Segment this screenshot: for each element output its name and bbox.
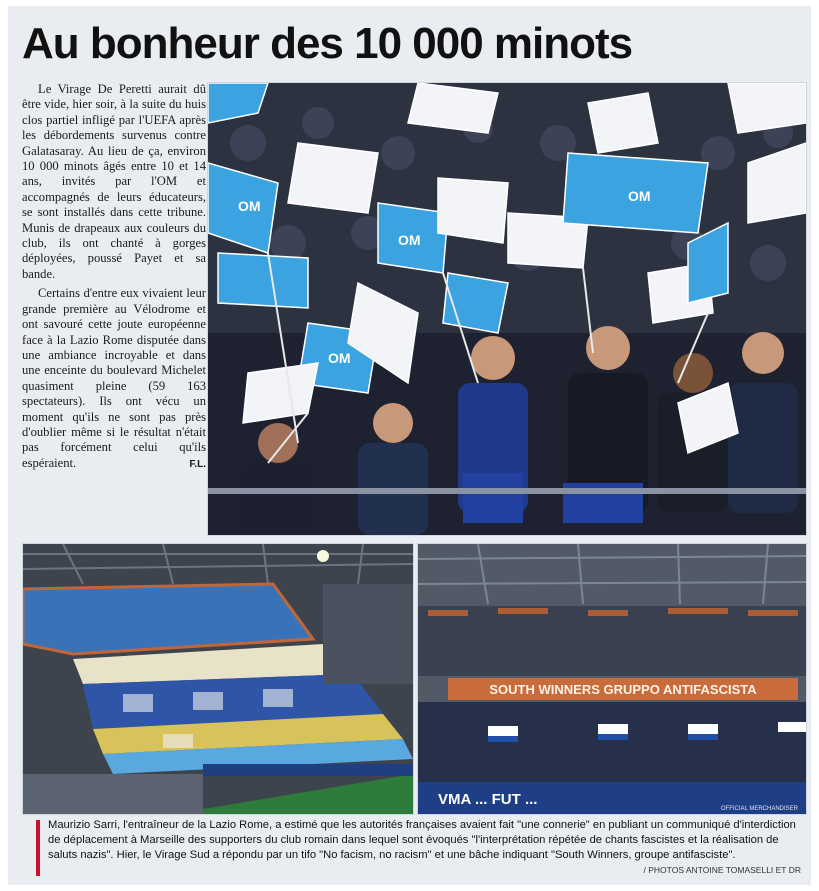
photo-credit: / PHOTOS ANTOINE TOMASELLI ET DR xyxy=(643,865,801,875)
svg-text:OM: OM xyxy=(328,350,351,366)
article-body xyxy=(22,82,206,534)
photo-caption: Maurizio Sarri, l'entraîneur de la Lazio Rome, a estimé que les autorités françaises avaient fait "une connerie" en publiant un communiqué d'interdiction de déplacement à Marseille des supporters du club romain dans lequel sont évoqués "l'interprétation répétée de chants fascistes et la réalisation de saluts nazis". Hier, le Virage Sud a répondu par un tifo "No facism, no racism" et une bâche indiquant "South Winners, groupe antifasciste". xyxy=(48,819,796,861)
photo-banner-illustration xyxy=(418,544,806,814)
headline: Au bonheur des 10 000 minots xyxy=(22,19,633,68)
svg-text:OM: OM xyxy=(398,232,421,248)
svg-text:OM: OM xyxy=(628,188,651,204)
caption-accent-bar xyxy=(36,820,40,876)
article-paragraph-2: Certains d'entre eux vivaient leur grande première au Vélodrome et ont savouré cette joute européenne face à la Lazio Rome disputée dans une ambiance incroyable et dans une enceinte du boulevard Michelet quasiment pleine (59 163 spectateurs). Ils ont vécu un moment qu'ils ne sont pas près d'oublier même si le résultat n'était pas forcément celui qu'ils espéraient. xyxy=(22,286,206,470)
photo-kids-with-flags xyxy=(207,82,807,536)
article-paragraph-1: Le Virage De Peretti aurait dû être vide, hier soir, à la suite du huis clos partiel infligé par l'UEFA après les débordements survenus contre Galatasaray. Au lieu de ça, environ 10 000 minots âgés entre 10 et 14 ans, invités par l'OM et accompagnés de leurs éducateurs, se sont installés dans cette tribune. Munis de drapeaux aux couleurs du club, ils ont chanté à gorges déployées, poussé Payet et sa bande. xyxy=(22,82,206,281)
stadium-board-text: VMA ... FUT ... xyxy=(438,791,538,808)
newspaper-page xyxy=(8,6,811,885)
article-signature: F.L. xyxy=(189,459,206,471)
svg-text:OM: OM xyxy=(238,198,261,214)
photo-tifo-illustration xyxy=(23,544,413,814)
merch-text: OFFICIAL MERCHANDISER xyxy=(720,806,798,812)
photo-antifascist-banner xyxy=(417,543,807,815)
photo-tifo-stand xyxy=(22,543,414,815)
photo-kids-illustration xyxy=(208,83,806,535)
banner-text: SOUTH WINNERS GRUPPO ANTIFASCISTA xyxy=(489,682,757,697)
